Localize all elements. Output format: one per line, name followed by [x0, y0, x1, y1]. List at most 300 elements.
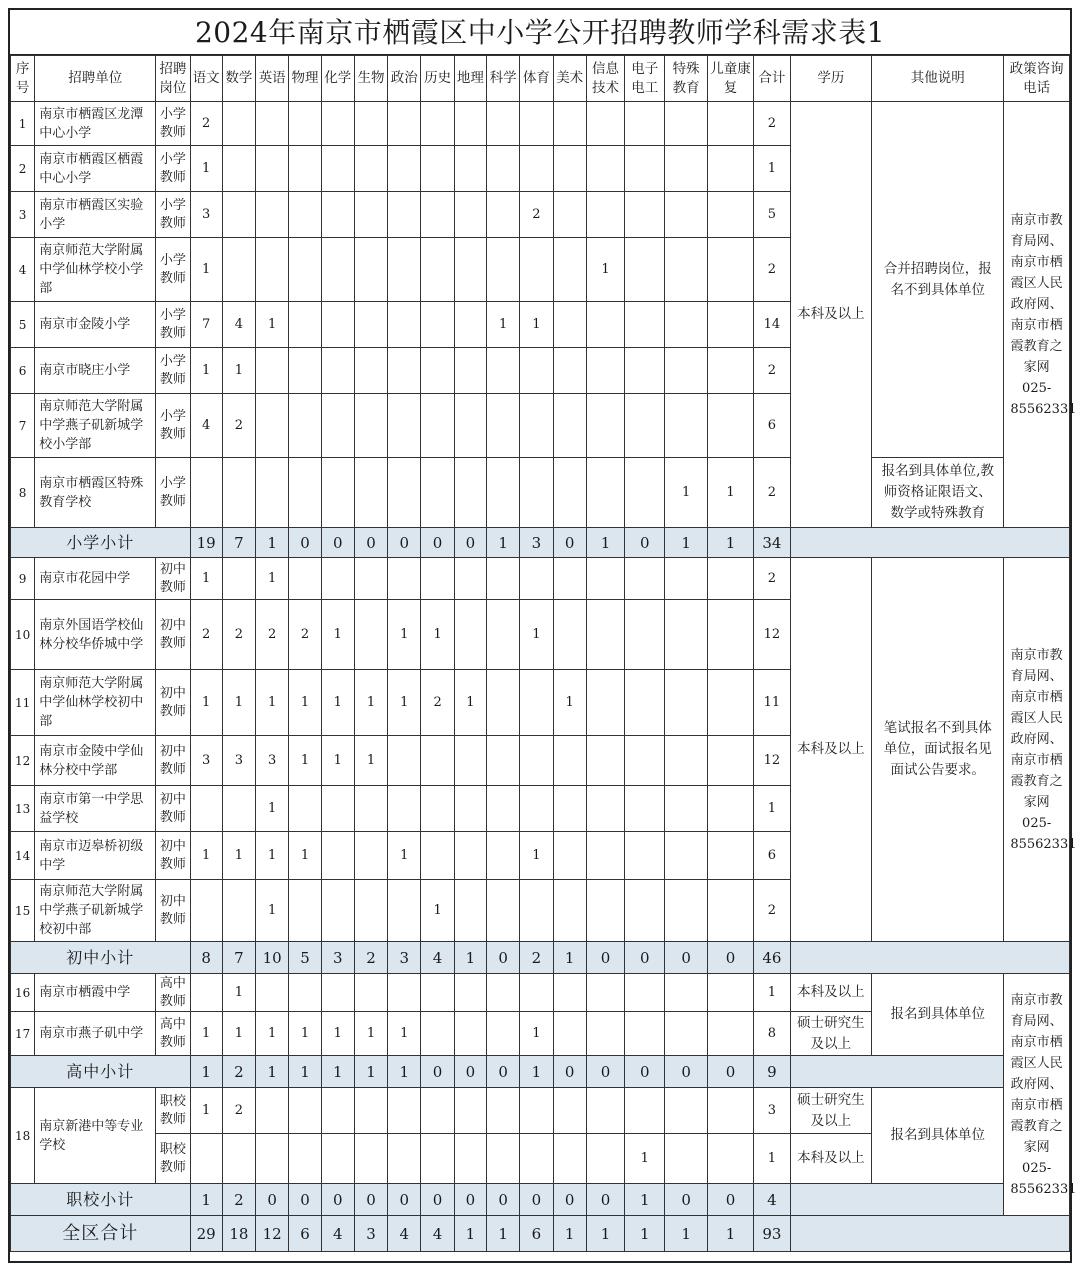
subject-count: 4 — [222, 302, 255, 348]
subtotal-count: 0 — [665, 1184, 707, 1216]
subject-count — [321, 832, 354, 880]
post-type: 初中教师 — [156, 558, 190, 600]
grand-total-row — [11, 1216, 1070, 1252]
subject-count — [421, 832, 454, 880]
subject-count — [486, 600, 519, 670]
subject-count — [454, 558, 486, 600]
subject-count — [354, 394, 387, 458]
post-type: 小学教师 — [156, 458, 190, 528]
subject-count: 1 — [256, 302, 289, 348]
subject-count — [354, 786, 387, 832]
row-total: 12 — [754, 736, 790, 786]
subject-count — [665, 302, 707, 348]
header-note: 其他说明 — [872, 56, 1004, 102]
subject-count — [421, 1012, 454, 1056]
subtotal-count: 1 — [486, 528, 519, 558]
subtotal-count: 3 — [388, 942, 421, 974]
subject-count: 2 — [222, 600, 255, 670]
header-subject: 特殊教育 — [665, 56, 707, 102]
row-index: 17 — [11, 1012, 35, 1056]
subject-count — [707, 786, 753, 832]
subtotal-blank — [790, 1184, 1004, 1216]
subject-count — [388, 394, 421, 458]
subject-count — [256, 458, 289, 528]
subject-count — [289, 192, 321, 238]
subject-count — [707, 348, 753, 394]
subject-count — [586, 600, 624, 670]
subject-count — [553, 238, 586, 302]
subtotal-count: 2 — [222, 1184, 255, 1216]
subject-count: 1 — [222, 348, 255, 394]
grand-total-count: 6 — [520, 1216, 553, 1252]
subtotal-count: 0 — [388, 528, 421, 558]
table-row — [11, 458, 1070, 528]
header-contact: 政策咨询电话 — [1004, 56, 1070, 102]
row-total: 1 — [754, 146, 790, 192]
post-type: 初中教师 — [156, 600, 190, 670]
subject-count — [321, 458, 354, 528]
post-type: 高中教师 — [156, 1012, 190, 1056]
grand-total-count: 1 — [486, 1216, 519, 1252]
subject-count — [665, 1134, 707, 1184]
subject-count — [388, 736, 421, 786]
subject-count — [454, 348, 486, 394]
subject-count: 1 — [354, 670, 387, 736]
subject-count — [454, 1012, 486, 1056]
subtotal-count: 3 — [520, 528, 553, 558]
subject-count — [222, 558, 255, 600]
subject-count — [289, 394, 321, 458]
subject-count — [625, 736, 665, 786]
subtotal-count: 0 — [665, 942, 707, 974]
subtotal-count: 1 — [707, 528, 753, 558]
subject-count: 3 — [190, 192, 222, 238]
subtotal-count: 2 — [354, 942, 387, 974]
subject-count — [289, 348, 321, 394]
subject-count: 1 — [256, 670, 289, 736]
subtotal-count: 0 — [421, 1056, 454, 1088]
subtotal-count: 0 — [665, 1056, 707, 1088]
subtotal-row — [11, 942, 1070, 974]
subtotal-count: 0 — [454, 528, 486, 558]
subject-count — [289, 146, 321, 192]
subject-count — [665, 880, 707, 942]
subject-count — [354, 238, 387, 302]
subject-count: 1 — [321, 670, 354, 736]
grand-total-count: 29 — [190, 1216, 222, 1252]
subtotal-count: 0 — [289, 1184, 321, 1216]
subject-count — [454, 192, 486, 238]
subject-count — [520, 974, 553, 1012]
subject-count: 1 — [256, 1012, 289, 1056]
grand-total-count: 6 — [289, 1216, 321, 1252]
table-row — [11, 1088, 1070, 1134]
subject-count — [486, 192, 519, 238]
subject-count — [586, 880, 624, 942]
subtotal-count: 1 — [354, 1056, 387, 1088]
row-index: 1 — [11, 102, 35, 146]
subject-count — [321, 146, 354, 192]
subject-count — [289, 1134, 321, 1184]
subject-count — [421, 102, 454, 146]
subject-count: 1 — [665, 458, 707, 528]
header-post: 招聘岗位 — [156, 56, 190, 102]
subject-count — [553, 302, 586, 348]
grand-total-count: 1 — [625, 1216, 665, 1252]
subject-count: 1 — [520, 832, 553, 880]
subtotal-total: 9 — [754, 1056, 790, 1088]
subject-count — [520, 736, 553, 786]
subtotal-count: 1 — [190, 1184, 222, 1216]
subject-count — [586, 394, 624, 458]
subject-count — [256, 238, 289, 302]
subtotal-count: 0 — [625, 1056, 665, 1088]
row-total: 2 — [754, 880, 790, 942]
subject-count — [486, 736, 519, 786]
row-index: 7 — [11, 394, 35, 458]
subject-count — [625, 146, 665, 192]
subject-count: 1 — [190, 146, 222, 192]
subject-count — [553, 600, 586, 670]
post-type: 职校教师 — [156, 1134, 190, 1184]
subject-count — [553, 102, 586, 146]
subject-count — [707, 102, 753, 146]
row-index: 9 — [11, 558, 35, 600]
subject-count — [321, 880, 354, 942]
subject-count — [190, 786, 222, 832]
subtotal-count: 1 — [289, 1056, 321, 1088]
subject-count — [289, 786, 321, 832]
subject-count: 1 — [421, 880, 454, 942]
subject-count — [354, 880, 387, 942]
row-total: 12 — [754, 600, 790, 670]
subject-count — [321, 1134, 354, 1184]
subject-count — [520, 348, 553, 394]
subject-count — [190, 458, 222, 528]
subject-count — [553, 192, 586, 238]
post-type: 初中教师 — [156, 880, 190, 942]
subject-count — [454, 832, 486, 880]
subtotal-count: 1 — [454, 942, 486, 974]
header-subject: 地理 — [454, 56, 486, 102]
table-row — [11, 102, 1070, 146]
subject-count — [388, 302, 421, 348]
subject-count — [707, 302, 753, 348]
subject-count — [707, 192, 753, 238]
subject-count: 1 — [520, 1012, 553, 1056]
header-subject: 美术 — [553, 56, 586, 102]
subtotal-count: 0 — [454, 1184, 486, 1216]
subtotal-count: 1 — [586, 528, 624, 558]
subject-count: 1 — [256, 558, 289, 600]
other-note: 笔试报名不到具体单位，面试报名见面试公告要求。 — [872, 558, 1004, 942]
subtotal-label: 小学小计 — [11, 528, 191, 558]
subject-count: 1 — [454, 670, 486, 736]
row-index: 14 — [11, 832, 35, 880]
contact-info: 南京市教育局网、南京市栖霞区人民政府网、南京市栖霞教育之家网025-85562331 — [1004, 974, 1070, 1216]
subject-count: 1 — [256, 832, 289, 880]
subject-count — [665, 832, 707, 880]
subject-count: 7 — [190, 302, 222, 348]
subject-count: 1 — [190, 670, 222, 736]
row-total: 1 — [754, 974, 790, 1012]
subject-count — [625, 1088, 665, 1134]
subtotal-count: 8 — [190, 942, 222, 974]
subject-count — [553, 832, 586, 880]
subject-count — [289, 558, 321, 600]
subject-count — [321, 192, 354, 238]
subject-count — [222, 146, 255, 192]
subject-count — [707, 974, 753, 1012]
subject-count — [388, 458, 421, 528]
subtotal-count: 0 — [321, 1184, 354, 1216]
header-total: 合计 — [754, 56, 790, 102]
subject-count — [625, 670, 665, 736]
subject-count — [421, 302, 454, 348]
subject-count — [454, 600, 486, 670]
row-total: 6 — [754, 394, 790, 458]
subtotal-total: 34 — [754, 528, 790, 558]
subject-count — [553, 1012, 586, 1056]
grand-total-sum: 93 — [754, 1216, 790, 1252]
subject-count — [222, 238, 255, 302]
education-requirement: 硕士研究生及以上 — [790, 1012, 872, 1056]
subject-count — [586, 670, 624, 736]
subject-count — [388, 192, 421, 238]
recruitment-sheet — [8, 8, 1077, 1263]
subject-count: 1 — [222, 670, 255, 736]
subject-count — [665, 670, 707, 736]
subject-count — [222, 786, 255, 832]
subject-count — [625, 880, 665, 942]
subject-count — [707, 670, 753, 736]
subtotal-count: 0 — [388, 1184, 421, 1216]
subject-count: 1 — [190, 1012, 222, 1056]
subject-count — [388, 348, 421, 394]
post-type: 小学教师 — [156, 146, 190, 192]
subtotal-count: 0 — [354, 528, 387, 558]
subject-count — [553, 1134, 586, 1184]
subject-count — [707, 1134, 753, 1184]
subtotal-count: 0 — [586, 1056, 624, 1088]
subject-count — [421, 146, 454, 192]
subject-count: 3 — [222, 736, 255, 786]
subject-count: 2 — [222, 1088, 255, 1134]
subject-count — [388, 146, 421, 192]
subject-count — [321, 786, 354, 832]
recruiting-unit: 南京市栖霞区龙潭中心小学 — [35, 102, 156, 146]
subject-count — [454, 736, 486, 786]
subject-count — [665, 238, 707, 302]
subtotal-count: 10 — [256, 942, 289, 974]
subject-count — [553, 736, 586, 786]
header-subject: 儿童康复 — [707, 56, 753, 102]
grand-total-count: 4 — [388, 1216, 421, 1252]
row-index: 13 — [11, 786, 35, 832]
contact-info: 南京市教育局网、南京市栖霞区人民政府网、南京市栖霞教育之家网025-85562331 — [1004, 558, 1070, 942]
subject-count — [321, 394, 354, 458]
subject-count: 1 — [256, 880, 289, 942]
subject-count — [256, 102, 289, 146]
subject-count: 4 — [190, 394, 222, 458]
recruiting-unit: 南京市燕子矶中学 — [35, 1012, 156, 1056]
subject-count — [553, 1088, 586, 1134]
subject-count — [354, 146, 387, 192]
row-total: 2 — [754, 348, 790, 394]
subject-count — [553, 880, 586, 942]
subject-count — [454, 974, 486, 1012]
grand-total-count: 4 — [321, 1216, 354, 1252]
subject-count: 1 — [354, 736, 387, 786]
post-type: 初中教师 — [156, 786, 190, 832]
subtotal-blank — [790, 942, 1069, 974]
subtotal-count: 0 — [354, 1184, 387, 1216]
subject-count — [520, 394, 553, 458]
subtotal-count: 0 — [486, 1056, 519, 1088]
subtotal-count: 3 — [321, 942, 354, 974]
subject-count: 3 — [256, 736, 289, 786]
subject-count — [321, 238, 354, 302]
row-total: 2 — [754, 458, 790, 528]
subtotal-count: 1 — [625, 1184, 665, 1216]
subject-count — [707, 558, 753, 600]
subject-count — [486, 670, 519, 736]
subject-count: 1 — [553, 670, 586, 736]
subject-count — [520, 458, 553, 528]
subject-count — [421, 458, 454, 528]
recruiting-unit: 南京师范大学附属中学燕子矶新城学校小学部 — [35, 394, 156, 458]
subtotal-count: 0 — [707, 1184, 753, 1216]
subtotal-count: 1 — [665, 528, 707, 558]
subject-count — [707, 880, 753, 942]
other-note: 报名到具体单位 — [872, 974, 1004, 1056]
subject-count — [486, 394, 519, 458]
subject-count — [665, 600, 707, 670]
subtotal-label: 初中小计 — [11, 942, 191, 974]
subject-count: 1 — [421, 600, 454, 670]
row-index: 15 — [11, 880, 35, 942]
subject-count — [486, 974, 519, 1012]
recruiting-unit: 南京市金陵中学仙林分校中学部 — [35, 736, 156, 786]
subtotal-count: 0 — [486, 1184, 519, 1216]
subtotal-count: 2 — [222, 1056, 255, 1088]
grand-total-count: 1 — [707, 1216, 753, 1252]
subject-count: 1 — [190, 348, 222, 394]
subject-count — [520, 238, 553, 302]
subtotal-total: 4 — [754, 1184, 790, 1216]
subtotal-count: 5 — [289, 942, 321, 974]
subtotal-count: 0 — [707, 942, 753, 974]
row-index: 2 — [11, 146, 35, 192]
subject-count — [707, 600, 753, 670]
subject-count — [289, 458, 321, 528]
subtotal-row — [11, 528, 1070, 558]
subtotal-blank — [790, 1056, 1004, 1088]
subject-count — [454, 458, 486, 528]
subject-count: 2 — [256, 600, 289, 670]
row-index: 6 — [11, 348, 35, 394]
sheet-title: 2024年南京市栖霞区中小学公开招聘教师学科需求表1 — [10, 10, 1070, 55]
grand-total-count: 3 — [354, 1216, 387, 1252]
subject-count — [454, 238, 486, 302]
row-index: 3 — [11, 192, 35, 238]
post-type: 职校教师 — [156, 1088, 190, 1134]
row-index: 5 — [11, 302, 35, 348]
demand-table — [10, 55, 1077, 1252]
subject-count — [520, 670, 553, 736]
subject-count: 2 — [421, 670, 454, 736]
subject-count: 1 — [222, 974, 255, 1012]
subject-count — [256, 1134, 289, 1184]
subject-count — [586, 458, 624, 528]
row-index: 10 — [11, 600, 35, 670]
row-total: 14 — [754, 302, 790, 348]
subject-count — [586, 1012, 624, 1056]
subject-count — [520, 1134, 553, 1184]
subject-count — [665, 192, 707, 238]
subject-count — [625, 832, 665, 880]
subject-count: 1 — [190, 558, 222, 600]
row-total: 5 — [754, 192, 790, 238]
subject-count — [486, 102, 519, 146]
subject-count — [421, 736, 454, 786]
subject-count: 1 — [190, 238, 222, 302]
subject-count: 1 — [388, 832, 421, 880]
subject-count: 2 — [520, 192, 553, 238]
subject-count — [354, 1088, 387, 1134]
subject-count — [421, 348, 454, 394]
subject-count — [354, 458, 387, 528]
subject-count — [665, 558, 707, 600]
header-unit: 招聘单位 — [35, 56, 156, 102]
subject-count — [421, 394, 454, 458]
other-note: 报名到具体单位,教师资格证限语文、数学或特殊教育 — [872, 458, 1004, 528]
subtotal-count: 0 — [553, 1184, 586, 1216]
other-note: 报名到具体单位 — [872, 1088, 1004, 1184]
subject-count — [354, 192, 387, 238]
subtotal-count: 0 — [586, 1184, 624, 1216]
subject-count — [665, 394, 707, 458]
row-total: 3 — [754, 1088, 790, 1134]
recruiting-unit: 南京市栖霞中学 — [35, 974, 156, 1012]
recruiting-unit: 南京市栖霞区实验小学 — [35, 192, 156, 238]
subject-count — [454, 786, 486, 832]
subject-count — [486, 832, 519, 880]
subtotal-count: 1 — [553, 942, 586, 974]
subject-count: 1 — [486, 302, 519, 348]
subject-count — [553, 558, 586, 600]
row-index: 11 — [11, 670, 35, 736]
other-note: 合并招聘岗位，报名不到具体单位 — [872, 102, 1004, 458]
subject-count — [421, 1134, 454, 1184]
subject-count — [321, 302, 354, 348]
header-edu: 学历 — [790, 56, 872, 102]
subject-count — [321, 558, 354, 600]
header-row — [11, 56, 1070, 102]
subject-count — [388, 1134, 421, 1184]
subject-count: 1 — [190, 832, 222, 880]
subject-count — [707, 1012, 753, 1056]
grand-total-count: 1 — [553, 1216, 586, 1252]
subject-count: 1 — [520, 302, 553, 348]
subject-count — [707, 832, 753, 880]
subtotal-count: 0 — [707, 1056, 753, 1088]
header-subject: 政治 — [388, 56, 421, 102]
subject-count — [586, 974, 624, 1012]
grand-total-blank — [790, 1216, 1069, 1252]
subtotal-count: 0 — [553, 528, 586, 558]
subtotal-count: 4 — [421, 942, 454, 974]
